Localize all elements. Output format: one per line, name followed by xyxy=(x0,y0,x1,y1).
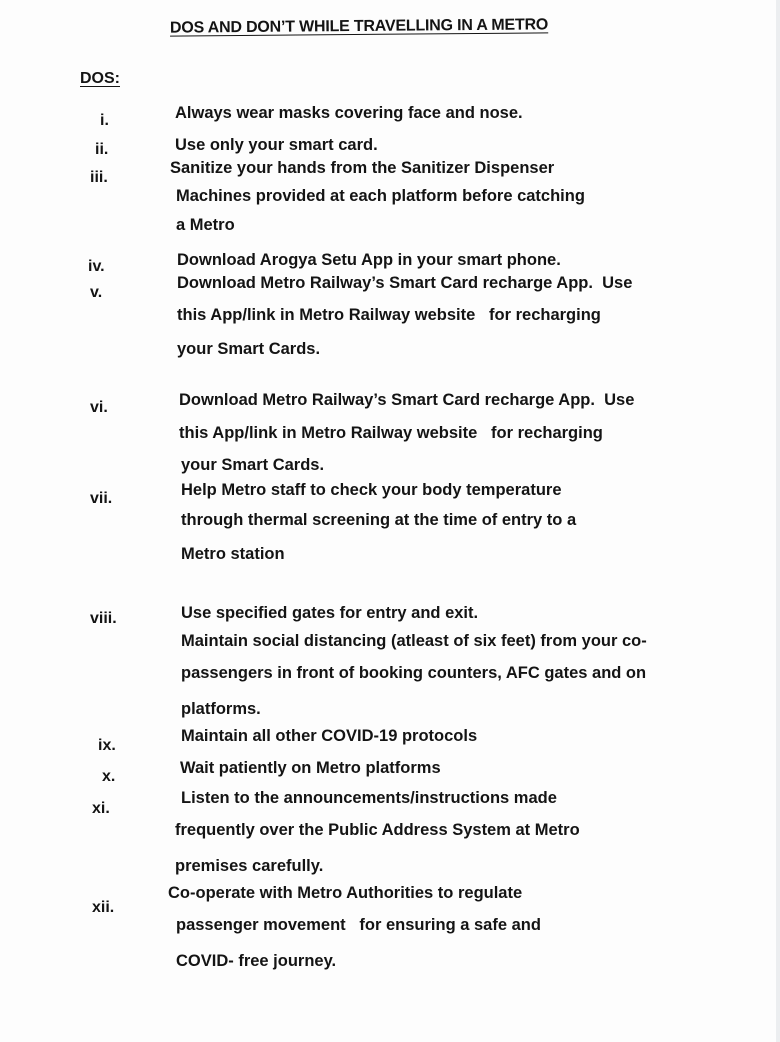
section-heading-dos: DOS: xyxy=(80,70,120,87)
item-text-line: Listen to the announcements/instructions made xyxy=(181,789,557,807)
item-number: vi. xyxy=(90,399,108,416)
item-text-line: your Smart Cards. xyxy=(181,456,325,474)
item-number: xi. xyxy=(92,800,110,817)
item-text-line: a Metro xyxy=(176,216,235,234)
item-text-line: frequently over the Public Address System at Metro xyxy=(175,821,580,839)
item-number: i. xyxy=(100,112,109,129)
item-text-line: Download Metro Railway’s Smart Card recharge App. Use xyxy=(179,391,635,409)
item-text-line: Help Metro staff to check your body temperature xyxy=(181,481,562,499)
item-text-line: Use only your smart card. xyxy=(175,136,378,154)
item-text-line: Wait patiently on Metro platforms xyxy=(180,759,441,777)
item-number: vii. xyxy=(90,490,113,507)
item-number: iii. xyxy=(90,169,108,186)
item-number: v. xyxy=(90,284,103,301)
item-text-line: COVID- free journey. xyxy=(176,952,337,970)
item-text-line: Sanitize your hands from the Sanitizer Dispenser xyxy=(170,159,555,177)
item-text-line: Metro station xyxy=(181,545,285,563)
item-text-line: Maintain all other COVID-19 protocols xyxy=(181,727,478,745)
item-number: ix. xyxy=(98,737,116,754)
item-text-line: Always wear masks covering face and nose. xyxy=(175,104,523,122)
item-text-line: Use specified gates for entry and exit. xyxy=(181,604,479,622)
item-text-line: your Smart Cards. xyxy=(177,340,321,358)
scan-edge xyxy=(776,0,780,1042)
item-text-line: Download Arogya Setu App in your smart phone. xyxy=(177,251,561,269)
item-text-line: passengers in front of booking counters, AFC gates and on xyxy=(181,664,647,682)
item-number: xii. xyxy=(92,899,115,916)
item-number: x. xyxy=(102,768,116,785)
item-text-line: premises carefully. xyxy=(175,857,324,875)
item-text-line: this App/link in Metro Railway website for recharging xyxy=(177,306,601,324)
page-title: DOS AND DON’T WHILE TRAVELLING IN A METRO xyxy=(169,16,549,37)
item-text-line: Machines provided at each platform before catching xyxy=(176,187,585,205)
item-text-line: passenger movement for ensuring a safe and xyxy=(176,916,541,934)
item-number: viii. xyxy=(90,610,117,627)
item-number: iv. xyxy=(88,258,105,275)
item-text-line: platforms. xyxy=(181,700,261,718)
item-number: ii. xyxy=(95,141,109,158)
item-text-line: Co-operate with Metro Authorities to regulate xyxy=(168,884,523,902)
item-text-line: through thermal screening at the time of entry to a xyxy=(181,511,577,529)
item-text-line: this App/link in Metro Railway website for recharging xyxy=(179,424,603,442)
item-text-line: Download Metro Railway’s Smart Card recharge App. Use xyxy=(177,274,633,292)
item-text-line: Maintain social distancing (atleast of six feet) from your co- xyxy=(181,632,647,650)
